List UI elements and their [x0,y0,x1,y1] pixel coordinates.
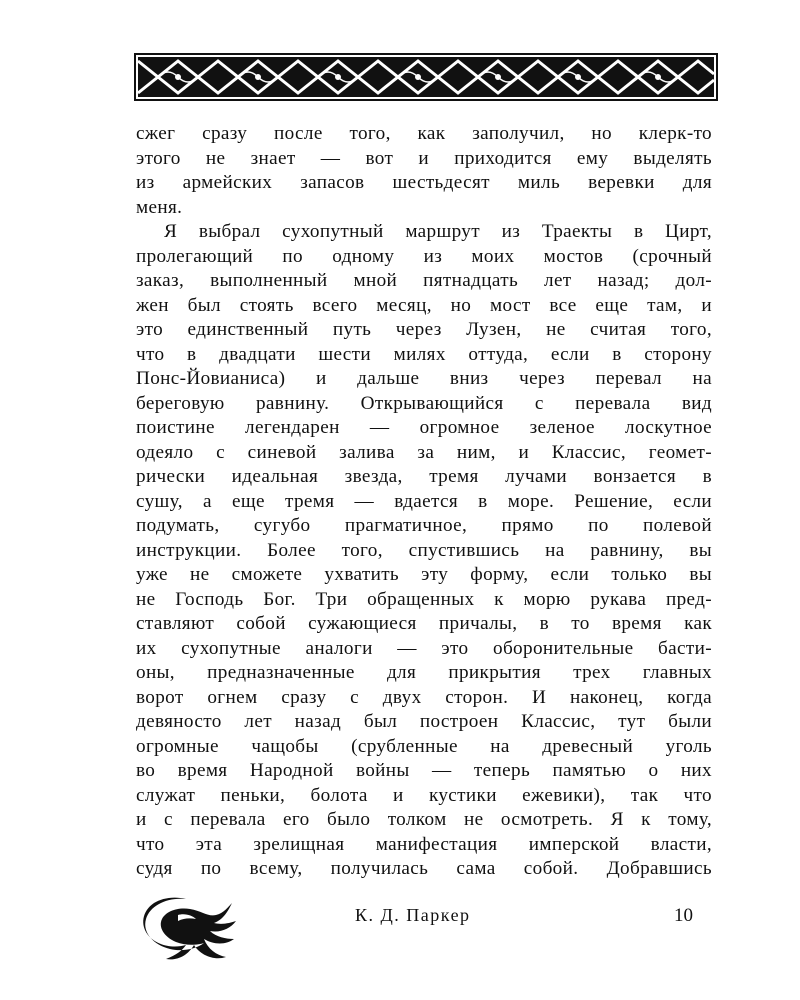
text-line: ворот огнем сразу с двух сторон. И наконец, когда [136,686,712,708]
text-line: что в двадцати шести милях оттуда, если в сторону [136,343,712,365]
text-line: рически идеальная звезда, тремя лучами вонзается в [136,466,712,487]
knotwork-border-icon [134,53,718,101]
body-text [136,122,712,882]
text-line: поистине легендарен — огромное зеленое лоскутное [136,417,712,438]
text-line: служат пеньки, болота и кустики ежевики), так что [136,784,712,806]
text-line: ставляют собой сужающиеся причалы, в то время как [136,613,712,634]
text-line: Понс-Йовианиса) и дальше вниз через перевал на [136,368,712,389]
text-line: не Господь Бог. Три обращенных к морю рукава пред- [136,588,712,610]
text-line: их сухопутные аналоги — это оборонительные басти- [136,637,712,659]
page-number: 10 [674,905,693,926]
text-line: береговую равнину. Открывающийся с перевала вид [136,392,712,414]
text-line: уже не сможете ухватить эту форму, если только вы [136,564,712,585]
text-line: девяносто лет назад был построен Классис, тут были [136,711,712,732]
text-line: этого не знает — вот и приходится ему выделять [136,147,712,169]
text-line: инструкции. Более того, спустившись на равнину, вы [136,539,712,561]
paragraph [136,220,712,882]
text-line: из армейских запасов шестьдесят миль веревки для [136,172,712,193]
text-line: сжег сразу после того, как заполучил, но клерк-то [136,123,712,144]
text-line: пролегающий по одному из моих мостов (срочный [136,245,712,267]
text-line: что эта зрелищная манифестация имперской власти, [136,833,712,855]
text-line: огромные чащобы (срубленные на древесный уголь [136,735,712,757]
text-line: подумать, сугубо прагматичное, прямо по полевой [136,515,712,536]
dragon-icon [138,893,238,963]
text-line: жен был стоять всего месяц, но мост все еще там, и [136,294,712,316]
text-line: во время Народной войны — теперь памятью о них [136,760,712,781]
running-footer-author: К. Д. Паркер [355,905,471,925]
text-line: это единственный путь через Лузен, не считая того, [136,319,712,340]
text-line: оны, предназначенные для прикрытия трех главных [136,662,712,683]
text-line: и с перевала его было толком не осмотреть. Я к тому, [136,809,712,830]
text-line: одеяло с синевой залива за ним, и Классис, геомет- [136,441,712,463]
text-line: Я выбрал сухопутный маршрут из Траекты в Цирт, [164,221,712,242]
text-line: судя по всему, получилась сама собой. Добравшись [136,858,712,879]
text-line: заказ, выполненный мной пятнадцать лет назад; дол- [136,270,712,291]
paragraph [136,122,712,220]
text-line: меня. [136,196,183,218]
text-line: сушу, а еще тремя — вдается в море. Решение, если [136,490,712,512]
